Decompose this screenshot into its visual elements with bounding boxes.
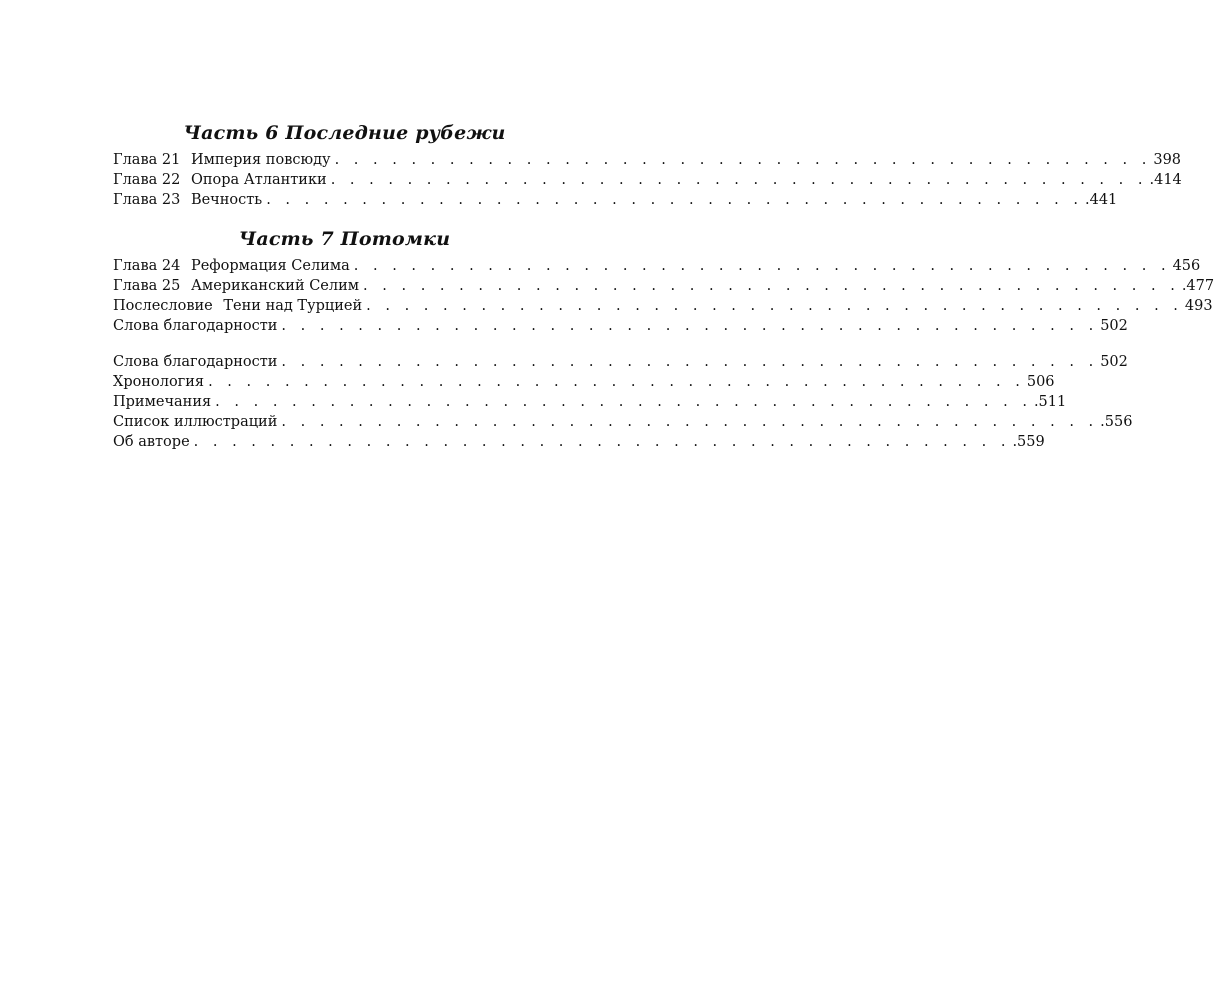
chapter-number: Послесловие <box>113 298 213 314</box>
page-number: 502 <box>1100 318 1128 334</box>
chapter-number: Глава 23 <box>113 192 181 208</box>
dot-leader: . . . . . . . . . . . . . . . . . . . . . . . . . . . . . . . . . . . . . . . . . . . <box>281 318 1099 334</box>
dot-leader: . . . . . . . . . . . . . . . . . . . . . . . . . . . . . . . . . . . . . . . . . . . <box>366 298 1183 314</box>
dot-leader: . . . . . . . . . . . . . . . . . . . . . . . . . . . . . . . . . . . . . . . . . . . <box>363 278 1180 294</box>
section-gap <box>113 336 576 352</box>
chapter-number: Глава 21 <box>113 152 181 168</box>
page-number: .556 <box>1100 414 1133 430</box>
entry-label <box>113 170 327 190</box>
page-number: .511 <box>1033 394 1067 410</box>
toc-entry-chapter-24 <box>113 256 1201 276</box>
page-number: 493 <box>1184 298 1213 314</box>
entry-label: Примечания <box>113 394 212 410</box>
entry-label: Хронология <box>113 374 205 390</box>
part-6-entries <box>113 150 1182 210</box>
chapter-title: Империя повсюду <box>190 152 331 168</box>
chapter-title: Слова благодарности <box>113 318 278 334</box>
page-number: 506 <box>1026 374 1055 390</box>
dot-leader: . . . . . . . . . . . . . . . . . . . . . . . . . . . . . . . . . . . . . . . . . . . <box>193 434 1011 450</box>
chapter-number: Глава 22 <box>113 172 181 188</box>
entry-label <box>113 190 262 210</box>
toc-entry-chapter-25 <box>113 276 1214 296</box>
dot-leader: . . . . . . . . . . . . . . . . . . . . . . . . . . . . . . . . . . . . . . . . . . . <box>353 258 1171 274</box>
chapter-title: Реформация Селима <box>190 258 350 274</box>
dot-leader: . . . . . . . . . . . . . . . . . . . . . . . . . . . . . . . . . . . . . . . . . . . <box>266 192 1083 208</box>
entry-label: Слова благодарности <box>113 354 278 370</box>
page-number: .559 <box>1012 434 1045 450</box>
entry-label <box>113 256 350 276</box>
page-number: 502 <box>1100 354 1128 370</box>
page-number: 456 <box>1172 258 1201 274</box>
chapter-number: Глава 24 <box>113 258 181 274</box>
entry-label <box>113 296 362 316</box>
entry-label: Об авторе <box>113 434 190 450</box>
toc-entry-about-author <box>113 432 1045 452</box>
dot-leader: . . . . . . . . . . . . . . . . . . . . . . . . . . . . . . . . . . . . . . . . . . . <box>215 394 1032 410</box>
toc-entry-chapter-22 <box>113 170 1182 190</box>
dot-leader: . . . . . . . . . . . . . . . . . . . . . . . . . . . . . . . . . . . . . . . . . . . <box>334 152 1152 168</box>
toc-entry-notes <box>113 392 1067 412</box>
part-7-title: Часть 7 Потомки <box>238 228 451 250</box>
chapter-title: Опора Атлантики <box>190 172 327 188</box>
page-number: .441 <box>1084 192 1118 208</box>
toc-entry-afterword <box>113 296 1213 316</box>
dot-leader: . . . . . . . . . . . . . . . . . . . . . . . . . . . . . . . . . . . . . . . . . . . <box>281 354 1099 370</box>
page-number: .477 <box>1181 278 1214 294</box>
dot-leader: . . . . . . . . . . . . . . . . . . . . . . . . . . . . . . . . . . . . . . . . . . . <box>208 374 1025 390</box>
toc-entry-chapter-21 <box>113 150 1182 170</box>
dot-leader: . . . . . . . . . . . . . . . . . . . . . . . . . . . . . . . . . . . . . . . . . . . <box>330 172 1148 188</box>
part-6-title: Часть 6 Последние рубежи <box>183 122 506 144</box>
chapter-title: Тени над Турцией <box>223 298 363 314</box>
toc-entry-illustrations <box>113 412 1133 432</box>
entry-label: Список иллюстраций <box>113 414 278 430</box>
part-7-entries <box>113 256 1214 336</box>
page-number: 398 <box>1153 152 1182 168</box>
chapter-title: Вечность <box>190 192 263 208</box>
toc-entry-acknowledgements <box>113 316 1128 336</box>
toc-entry-chapter-23 <box>113 190 1118 210</box>
chapter-title: Американский Селим <box>190 278 360 294</box>
page-number: .414 <box>1149 172 1182 188</box>
toc-entry-chronology <box>113 372 1055 392</box>
chapter-number: Глава 25 <box>113 278 181 294</box>
entry-label <box>113 150 331 170</box>
toc-entry-acknowledgements-2 <box>113 352 1128 372</box>
table-of-contents <box>113 110 1214 452</box>
dot-leader: . . . . . . . . . . . . . . . . . . . . . . . . . . . . . . . . . . . . . . . . . . . <box>281 414 1099 430</box>
backmatter-entries <box>113 352 1133 452</box>
entry-label <box>113 276 359 296</box>
entry-label <box>113 316 277 336</box>
